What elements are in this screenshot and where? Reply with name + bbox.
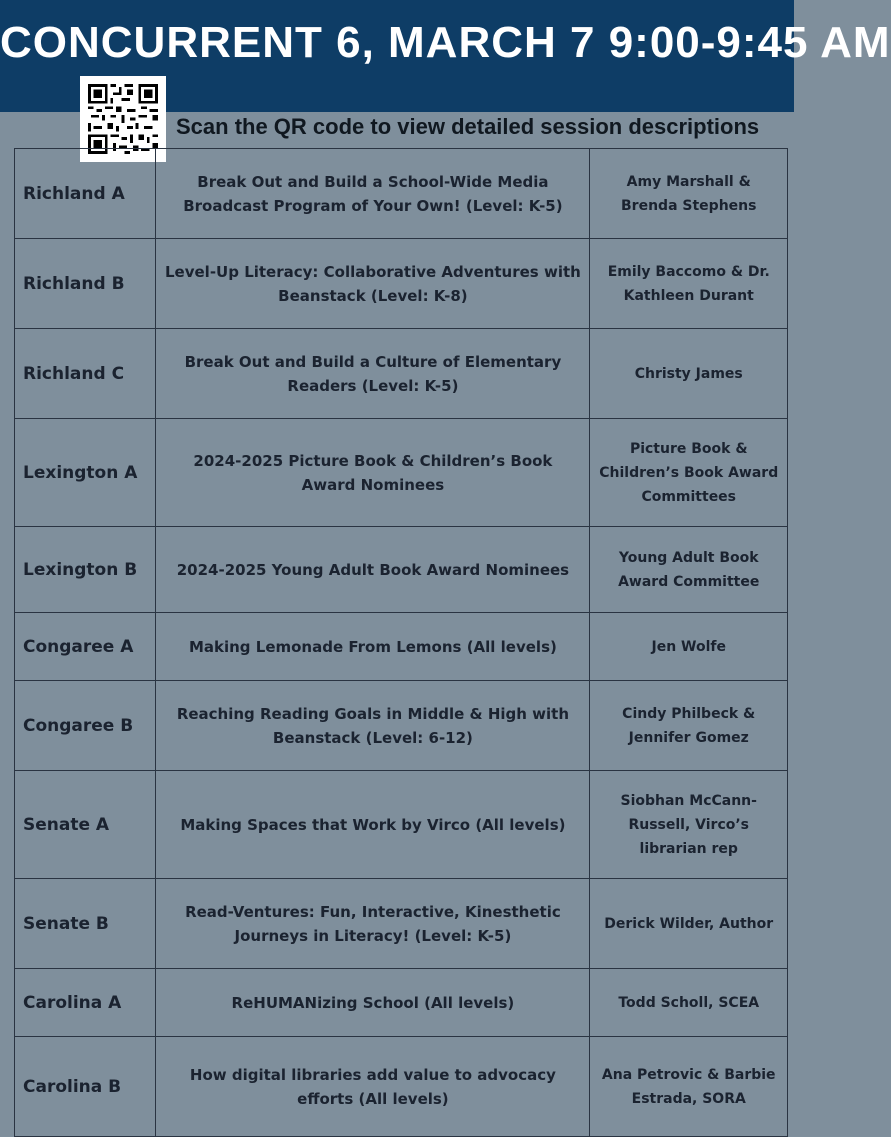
session-title-cell: Level-Up Literacy: Collaborative Adventures with Beanstack (Level: K-8) — [156, 239, 590, 329]
room-cell: Senate A — [15, 771, 156, 879]
session-title-cell: 2024-2025 Picture Book & Children’s Book Award Nominees — [156, 419, 590, 527]
session-title-cell: Break Out and Build a School-Wide Media Broadcast Program of Your Own! (Level: K-5) — [156, 149, 590, 239]
table-row — [15, 969, 788, 1037]
table-row — [15, 613, 788, 681]
session-title-cell: 2024-2025 Young Adult Book Award Nominees — [156, 527, 590, 613]
presenter-cell: Derick Wilder, Author — [590, 879, 788, 969]
session-title-cell: How digital libraries add value to advocacy efforts (All levels) — [156, 1037, 590, 1137]
room-cell: Richland C — [15, 329, 156, 419]
presenter-cell: Picture Book & Children’s Book Award Committees — [590, 419, 788, 527]
table-row — [15, 879, 788, 969]
presenter-cell: Siobhan McCann-Russell, Virco’s librarian rep — [590, 771, 788, 879]
presenter-cell: Emily Baccomo & Dr. Kathleen Durant — [590, 239, 788, 329]
page-title: CONCURRENT 6, MARCH 7 9:00-9:45 AM — [0, 18, 891, 67]
table-row — [15, 527, 788, 613]
session-title-cell: Making Spaces that Work by Virco (All levels) — [156, 771, 590, 879]
session-title-cell: Making Lemonade From Lemons (All levels) — [156, 613, 590, 681]
session-title-cell: Read-Ventures: Fun, Interactive, Kinesthetic Journeys in Literacy! (Level: K-5) — [156, 879, 590, 969]
table-row — [15, 149, 788, 239]
table-row — [15, 1037, 788, 1137]
presenter-cell: Young Adult Book Award Committee — [590, 527, 788, 613]
qr-code-icon — [88, 84, 158, 154]
session-title-cell: Reaching Reading Goals in Middle & High with Beanstack (Level: 6-12) — [156, 681, 590, 771]
presenter-cell: Todd Scholl, SCEA — [590, 969, 788, 1037]
room-cell: Congaree B — [15, 681, 156, 771]
room-cell: Lexington A — [15, 419, 156, 527]
session-title-cell: Break Out and Build a Culture of Elementary Readers (Level: K-5) — [156, 329, 590, 419]
table-row — [15, 329, 788, 419]
presenter-cell: Amy Marshall & Brenda Stephens — [590, 149, 788, 239]
table-row — [15, 771, 788, 879]
session-title-cell: ReHUMANizing School (All levels) — [156, 969, 590, 1037]
room-cell: Congaree A — [15, 613, 156, 681]
table-row — [15, 681, 788, 771]
presenter-cell: Jen Wolfe — [590, 613, 788, 681]
room-cell: Carolina A — [15, 969, 156, 1037]
session-table — [14, 148, 788, 1137]
table-row — [15, 239, 788, 329]
room-cell: Richland A — [15, 149, 156, 239]
subtitle: Scan the QR code to view detailed session descriptions — [176, 114, 760, 139]
table-row — [15, 419, 788, 527]
room-cell: Senate B — [15, 879, 156, 969]
room-cell: Richland B — [15, 239, 156, 329]
room-cell: Carolina B — [15, 1037, 156, 1137]
room-cell: Lexington B — [15, 527, 156, 613]
presenter-cell: Ana Petrovic & Barbie Estrada, SORA — [590, 1037, 788, 1137]
presenter-cell: Christy James — [590, 329, 788, 419]
presenter-cell: Cindy Philbeck & Jennifer Gomez — [590, 681, 788, 771]
